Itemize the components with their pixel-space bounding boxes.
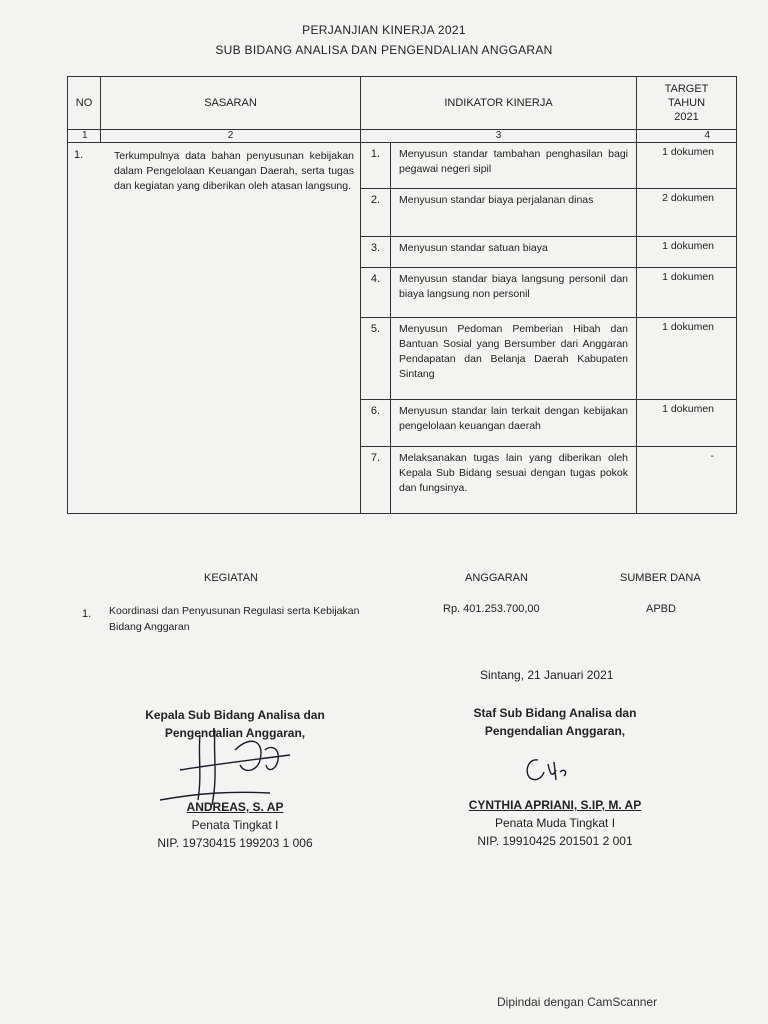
anggaran-header: ANGGARAN — [465, 572, 528, 584]
indicator-target: 1 dokumen — [637, 237, 737, 268]
sasaran-number: 1. — [74, 149, 84, 161]
column-number-row — [68, 130, 737, 143]
indicator-text: Menyusun standar biaya perjalanan dinas — [391, 189, 637, 237]
header-no: NO — [68, 77, 101, 130]
sasaran-text: Terkumpulnya data bahan penyusunan kebijakan dalam Pengelolaan Keuangan Daerah, serta tugas dan kegiatan yang diberikan oleh atasan langsung. — [114, 150, 354, 192]
indicator-text: Menyusun standar satuan biaya — [391, 237, 637, 268]
signer-role: Kepala Sub Bidang Analisa dan — [145, 708, 325, 722]
kegiatan-number: 1. — [82, 608, 92, 620]
signer-nip: NIP. 19730415 199203 1 006 — [157, 836, 313, 850]
indicator-text: Menyusun Pedoman Pemberian Hibah dan Bantuan Sosial yang Bersumber dari Anggaran Pendapatan dan Belanja Daerah Kabupaten Sintang — [391, 318, 637, 400]
indicator-target: 1 dokumen — [637, 400, 737, 447]
col-number: 4 — [637, 130, 737, 143]
document-subtitle: SUB BIDANG ANALISA DAN PENGENDALIAN ANGGARAN — [215, 43, 553, 57]
anggaran-value: Rp. 401.253.700,00 — [443, 603, 540, 615]
indicator-number: 3. — [361, 237, 391, 268]
performance-table — [67, 76, 737, 514]
table-header-row — [68, 77, 737, 130]
col-number: 3 — [361, 130, 637, 143]
header-sasaran: SASARAN — [101, 77, 361, 130]
place-date: Sintang, 21 Januari 2021 — [480, 668, 614, 682]
col-number: 1 — [68, 130, 101, 143]
header-indikator: INDIKATOR KINERJA — [361, 77, 637, 130]
indicator-number: 7. — [361, 447, 391, 514]
signer-rank: Penata Tingkat I — [191, 818, 279, 832]
header-target-line3: 2021 — [674, 111, 699, 123]
indicator-number: 5. — [361, 318, 391, 400]
indicator-target: 2 dokumen — [637, 189, 737, 237]
document-title: PERJANJIAN KINERJA 2021 — [302, 23, 466, 37]
scanner-footer: Dipindai dengan CamScanner — [497, 995, 658, 1009]
indicator-text: Melaksanakan tugas lain yang diberikan oleh Kepala Sub Bidang sesuai dengan tugas pokok dan fungsinya. — [391, 447, 637, 514]
signer-rank: Penata Muda Tingkat I — [494, 816, 616, 830]
kegiatan-header: KEGIATAN — [204, 572, 258, 584]
indicator-target: - — [637, 447, 737, 514]
header-target-line2: TAHUN — [667, 97, 706, 109]
sumber-dana-value: APBD — [646, 603, 676, 615]
sumber-dana-header: SUMBER DANA — [620, 572, 701, 584]
kegiatan-text: Koordinasi dan Penyusunan Regulasi serta Kebijakan Bidang Anggaran — [109, 605, 360, 633]
indicator-text: Menyusun standar biaya langsung personil dan biaya langsung non personil — [391, 268, 637, 318]
sasaran-cell — [68, 143, 361, 514]
indicator-text: Menyusun standar lain terkait dengan kebijakan pengelolaan keuangan daerah — [391, 400, 637, 447]
indicator-number: 4. — [361, 268, 391, 318]
col-number: 2 — [101, 130, 361, 143]
signer-nip: NIP. 19910425 201501 2 001 — [477, 834, 633, 848]
header-target-line1: TARGET — [664, 83, 709, 95]
indicator-text: Menyusun standar tambahan penghasilan bagi pegawai negeri sipil — [391, 143, 637, 189]
signer-role: Staf Sub Bidang Analisa dan — [473, 706, 637, 720]
indicator-number: 2. — [361, 189, 391, 237]
handwritten-signature-right — [520, 752, 580, 787]
indicator-number: 6. — [361, 400, 391, 447]
signer-name: ANDREAS, S. AP — [186, 800, 284, 814]
handwritten-signature-left — [140, 715, 300, 810]
indicator-target: 1 dokumen — [637, 318, 737, 400]
header-target — [637, 77, 737, 130]
indicator-number: 1. — [361, 143, 391, 189]
table-row — [68, 143, 737, 189]
signer-role: Pengendalian Anggaran, — [164, 726, 306, 740]
signer-name: CYNTHIA APRIANI, S.IP, M. AP — [468, 798, 642, 812]
signer-role: Pengendalian Anggaran, — [484, 724, 626, 738]
indicator-target: 1 dokumen — [637, 143, 737, 189]
indicator-target: 1 dokumen — [637, 268, 737, 318]
